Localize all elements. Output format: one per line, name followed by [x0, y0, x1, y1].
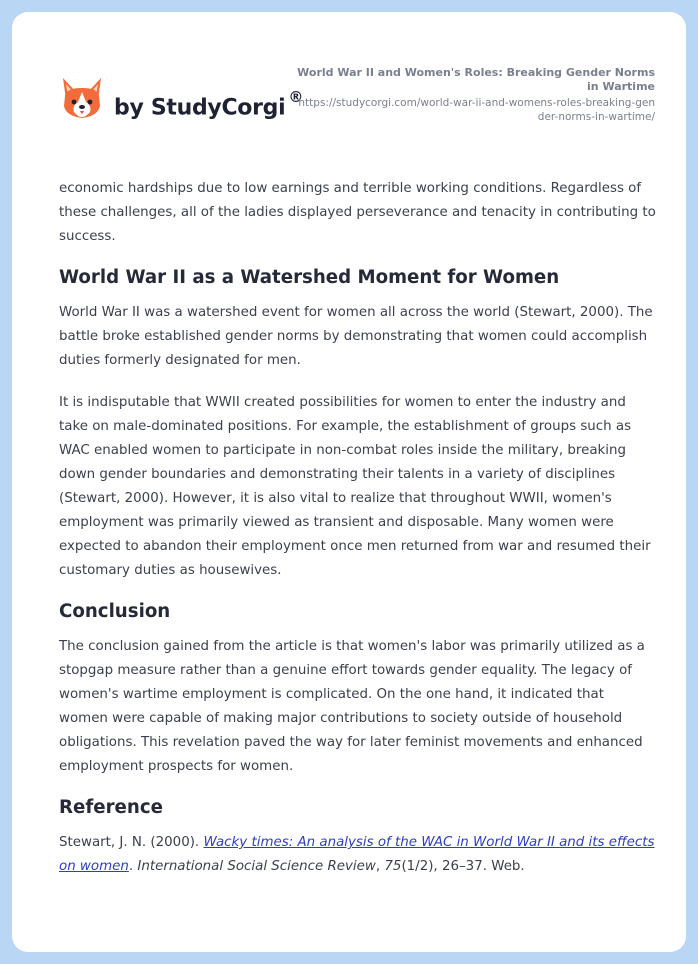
studycorgi-logo[interactable] — [60, 76, 320, 136]
page-header — [12, 12, 686, 152]
reference-volume: 75 — [384, 859, 402, 874]
reference-journal: International Social Science Review — [137, 859, 376, 874]
watershed-paragraph-2: It is indisputable that WWII created possibilities for women to enter the industry and take on male-dominated positions. For example, the establishment of groups such as WAC enabled women to participate in non-combat roles inside the military, breaking down gender boundaries and demonstrating their talents in a variety of disciplines (Stewart, 2000). However, it is also vital to realize that throughout WWII, women's employment was primarily viewed as transient and disposable. Many women were expected to abandon their employment once men returned from war and resumed their customary duties as housewives. — [59, 395, 651, 578]
document-url[interactable]: https://studycorgi.com/world-war-ii-and-womens-roles-breaking-gender-norms-in-wartime/ — [298, 97, 655, 123]
watershed-paragraph-1: World War II was a watershed event for women all across the world (Stewart, 2000). The battle broke established gender norms by demonstrating that women could accomplish duties formerly designated for men. — [59, 305, 653, 368]
corgi-icon — [60, 76, 104, 122]
reference-details: (1/2), 26–37. Web. — [401, 859, 525, 874]
document-page — [12, 12, 686, 952]
brand-name: by StudyCorgi ® — [114, 88, 304, 121]
article-body — [59, 177, 657, 879]
conclusion-paragraph: The conclusion gained from the article is that women's labor was primarily utilized as a stopgap measure rather than a genuine effort towards gender equality. The legacy of women's wartime employment is complicated. On the one hand, it indicated that women were capable of making major contributions to society outside of household obligations. This revelation paved the way for later feminist movements and enhanced employment prospects for women. — [59, 639, 645, 774]
document-title: World War II and Women's Roles: Breaking Gender Norms in Wartime — [297, 66, 655, 93]
reference-author: Stewart, J. N. (2000). — [59, 835, 200, 850]
section-heading-conclusion: Conclusion — [59, 601, 171, 622]
reference-link[interactable]: Wacky times: An analysis of the WAC in World War II and its effects on women — [59, 835, 655, 874]
document-meta — [295, 66, 655, 124]
section-heading-reference: Reference — [59, 797, 163, 818]
section-heading-watershed: World War II as a Watershed Moment for Women — [59, 267, 560, 288]
intro-paragraph: economic hardships due to low earnings and terrible working conditions. Regardless of these challenges, all of the ladies displayed perseverance and tenacity in contributing to success. — [59, 181, 656, 244]
reference-entry: Stewart, J. N. (2000). Wacky times: An analysis of the WAC in World War II and its effects on women. International Social Science Review, 75(1/2), 26–37. Web. — [59, 835, 655, 874]
